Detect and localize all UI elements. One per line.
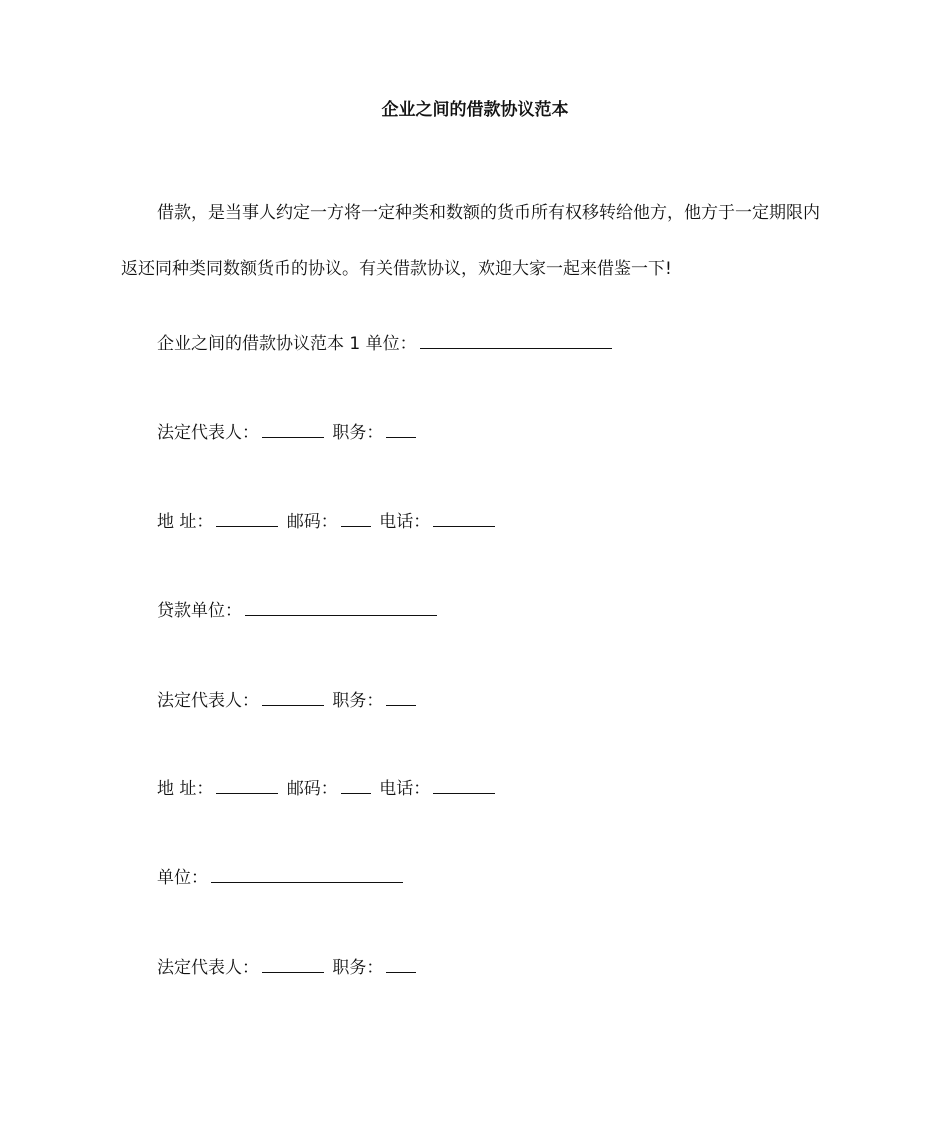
blank-field	[245, 599, 437, 616]
blank-field	[341, 510, 371, 527]
field-label: 电话：	[379, 512, 431, 532]
field-label: 邮码：	[286, 779, 338, 799]
field-label: 法定代表人：	[157, 423, 259, 443]
blank-field	[433, 510, 495, 527]
guarantor-unit-line	[157, 866, 406, 890]
field-label: 邮码：	[286, 512, 338, 532]
blank-field	[386, 689, 416, 706]
field-label: 地 址：	[157, 512, 214, 532]
blank-field	[386, 421, 416, 438]
field-label: 电话：	[379, 779, 431, 799]
legal-rep-line	[157, 421, 419, 445]
blank-field	[341, 777, 371, 794]
blank-field	[386, 956, 416, 973]
blank-field	[262, 689, 324, 706]
address-line	[157, 777, 498, 801]
field-label: 企业之间的借款协议范本 1 单位：	[157, 334, 417, 354]
field-label: 法定代表人：	[157, 691, 259, 711]
borrower-unit-line	[157, 332, 615, 356]
field-label: 职务：	[332, 423, 384, 443]
blank-field	[216, 510, 278, 527]
intro-paragraph: 借款，是当事人约定一方将一定种类和数额的货币所有权移转给他方，他方于一定期限内返还同种类同数额货币的协议。有关借款协议，欢迎大家一起来借鉴一下!	[121, 203, 820, 279]
field-label: 地 址：	[157, 779, 214, 799]
field-label: 法定代表人：	[157, 958, 259, 978]
legal-rep-line	[157, 956, 419, 980]
document-title: 企业之间的借款协议范本	[381, 100, 569, 120]
address-line	[157, 510, 498, 534]
field-label: 单位：	[157, 868, 208, 888]
blank-field	[420, 332, 612, 349]
blank-field	[216, 777, 278, 794]
field-label: 职务：	[332, 958, 384, 978]
legal-rep-line	[157, 689, 419, 713]
blank-field	[433, 777, 495, 794]
blank-field	[262, 956, 324, 973]
field-label: 职务：	[332, 691, 384, 711]
field-label: 贷款单位：	[157, 601, 242, 621]
lender-unit-line	[157, 599, 440, 623]
blank-field	[211, 866, 403, 883]
blank-field	[262, 421, 324, 438]
